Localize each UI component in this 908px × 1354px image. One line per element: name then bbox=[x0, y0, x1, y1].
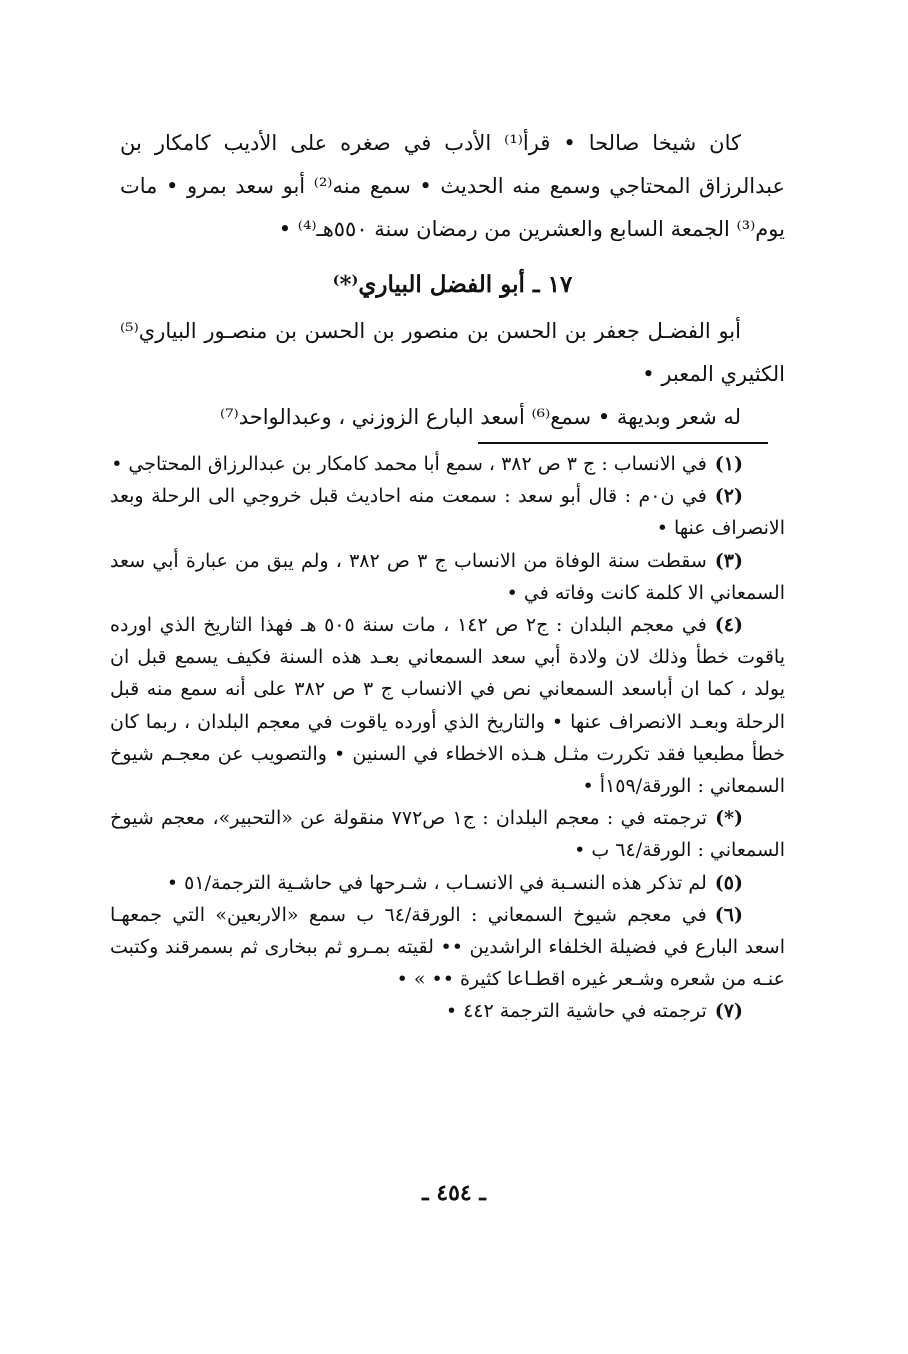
footnote-number: (٢) bbox=[714, 485, 743, 508]
entry-paragraph-2: له شعر وبديهة • سمع⁽⁶⁾ أسعد البارع الزوزني ، وعبدالواحد⁽⁷⁾ bbox=[219, 405, 741, 429]
footnote-star bbox=[110, 802, 785, 866]
footnote-number: (*) bbox=[715, 807, 743, 830]
footnote-number: (٧) bbox=[714, 1000, 743, 1023]
footnote-number: (٤) bbox=[714, 614, 744, 637]
entry-paragraph-1: أبو الفضـل جعفر بن الحسن بن منصور بن الحسن بن منصـور البياري⁽⁵⁾ الكثيري المعبر • bbox=[120, 319, 785, 386]
footnote-text: سقطت سنة الوفاة من الانساب ج ٣ ص ٣٨٢ ، ولم يبق من عبارة أبي سعد السمعاني الا كلمة كانت وفاته في • bbox=[110, 549, 785, 604]
footnotes-block bbox=[110, 448, 785, 1028]
footnote-text: في معجم البلدان : ج٢ ص ١٤٢ ، مات سنة ٥٠٥ هـ فهذا التاريخ الذي اورده ياقوت خطأ وذلك لان ولادة أبي سعد السمعاني بعـد هذه السنة فكيف يسمع قبل ان يولد ، كما ان أباسعد السمعاني نص في الانساب ج ٣ ص ٣٨٢ على أنه سمع منه قبل الرحلة وبعـد الانصراف عنها • والتاريخ الذي أورده ياقوت في معجم البلدان ، ربما كان خطأ مطبعيا فقد تكررت مثـل هـذه الاخطاء في السنين • والتصويب عن معجـم شيوخ السمعاني : الورقة/١٥٩أ • bbox=[110, 614, 786, 798]
footnote-number: (٣) bbox=[714, 549, 743, 572]
footnote-number: (٥) bbox=[714, 871, 743, 894]
footnote-3 bbox=[110, 545, 785, 609]
entry-text-block bbox=[120, 310, 785, 439]
footnote-1 bbox=[110, 448, 785, 480]
footnote-text: لم تذكر هذه النسـبة في الانسـاب ، شـرحها في حاشـية الترجمة/٥١ • bbox=[166, 871, 707, 894]
footnote-text: ترجمته في : معجم البلدان : ج١ ص٧٧٢ منقولة عن «التحبير»، معجم شيوخ السمعاني : الورقة/٦٤ ب • bbox=[110, 807, 785, 862]
entry-heading: ١٧ ـ أبو الفضل البياري⁽*⁾ bbox=[332, 271, 573, 298]
page-number: ـ ٤٥٤ ـ bbox=[422, 1180, 486, 1206]
footnote-4 bbox=[110, 609, 785, 802]
footnote-number: (١) bbox=[714, 453, 743, 475]
footnote-text: في معجم شيوخ السمعاني : الورقة/٦٤ ب سمع «الاربعين» التي جمعهـا اسعد البارع في فضيلة الخلفاء الراشدين •• لقيته بمـرو ثم ببخارى ثم بسمرقند وكتبت عنـه من شعره وشـعر غيره اقطـاعا كثيرة •• » • bbox=[110, 903, 785, 991]
footnote-6 bbox=[110, 899, 785, 996]
continuation-paragraph: كان شيخا صالحا • قرأ⁽¹⁾ الأدب في صغره على الأديب كامكار بن عبدالرزاق المحتاجي وسمع منه الحديث • سمع منه⁽²⁾ أبو سعد بمرو • مات يوم⁽³⁾ الجمعة السابع والعشرين من رمضان سنة ٥٥٠هـ⁽⁴⁾ • bbox=[120, 131, 785, 241]
footnote-2 bbox=[110, 480, 785, 544]
footnote-number: (٦) bbox=[714, 903, 743, 926]
footnote-text: في ن٠م : قال أبو سعد : سمعت منه احاديث قبل خروجي الى الرحلة وبعد الانصراف عنها • bbox=[110, 485, 785, 540]
footnote-text: في الانساب : ج ٣ ص ٣٨٢ ، سمع أبا محمد كامكار بن عبدالرزاق المحتاجي • bbox=[111, 453, 707, 475]
footnote-5 bbox=[110, 867, 785, 899]
footnote-text: ترجمته في حاشية الترجمة ٤٤٢ • bbox=[445, 1000, 707, 1023]
footnote-separator bbox=[478, 442, 768, 444]
footnote-7 bbox=[110, 995, 785, 1027]
top-text-block bbox=[120, 122, 785, 251]
